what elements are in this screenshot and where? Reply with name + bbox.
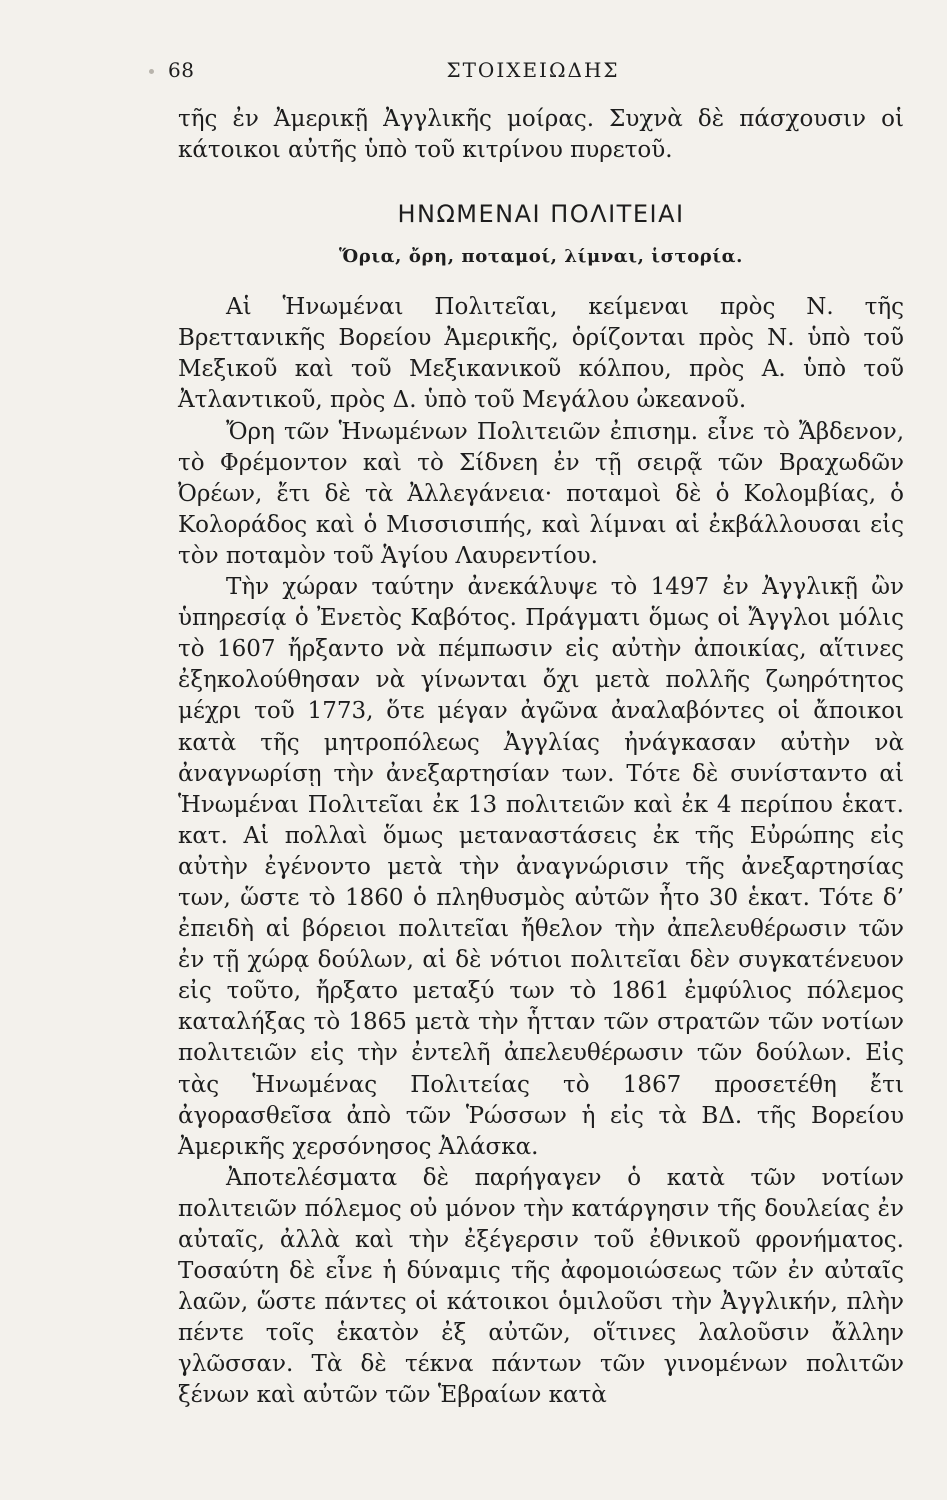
paragraph-mountains-rivers: Ὄρη τῶν Ἡνωμένων Πολιτειῶν ἐπισημ. εἶνε τὸ Ἄβδενον, τὸ Φρέμοντον καὶ τὸ Σίδνεη ἐν τῇ σειρᾷ τῶν Βραχωδῶν Ὀρέων, ἔτι δὲ τὰ Ἀλλεγάνεια· ποταμοὶ δὲ ὁ Κολομβίας, ὁ Κολοράδος καὶ ὁ Μισσισιπής, καὶ λίμναι αἱ ἐκβάλλουσαι εἰς τὸν ποταμὸν τοῦ Ἁγίου Λαυρεντίου. xyxy=(178,418,904,569)
margin-mark xyxy=(149,69,154,74)
page-number: 68 xyxy=(168,58,195,82)
page-header xyxy=(168,58,898,90)
paragraph-borders: Αἱ Ἡνωμέναι Πολιτεῖαι, κείμεναι πρὸς Ν. τῆς Βρεττανικῆς Βορείου Ἀμερικῆς, ὁρίζονται πρὸς Ν. ὑπὸ τοῦ Μεξικοῦ καὶ τοῦ Μεξικανικοῦ κόλπου, πρὸς Α. ὑπὸ τοῦ Ἀτλαντικοῦ, πρὸς Δ. ὑπὸ τοῦ Μεγάλου ὠκεανοῦ. xyxy=(178,294,904,414)
paragraph-history: Τὴν χώραν ταύτην ἀνεκάλυψε τὸ 1497 ἐν Ἀγγλικῇ ὢν ὑπηρεσίᾳ ὁ Ἐνετὸς Καβότος. Πράγματι ὅμως οἱ Ἄγγλοι μόλις τὸ 1607 ἤρξαντο νὰ πέμπωσιν εἰς αὐτὴν ἀποικίας, αἵτινες ἐξηκολούθησαν νὰ γίνωνται ὄχι μετὰ πολλῆς ζωηρότητος μέχρι τοῦ 1773, ὅτε μέγαν ἀγῶνα ἀναλαβόντες οἱ ἄποικοι κατὰ τῆς μητροπόλεως Ἀγγλίας ἠνάγκασαν αὐτὴν νὰ ἀναγνωρίσῃ τὴν ἀνεξαρτησίαν των. Τότε δὲ συνίσταντο αἱ Ἡνωμέναι Πολιτεῖαι ἐκ 13 πολιτειῶν καὶ ἐκ 4 περίπου ἑκατ. κατ. Αἱ πολλαὶ ὅμως μεταναστάσεις ἐκ τῆς Εὐρώπης εἰς αὐτὴν ἐγένοντο μετὰ τὴν ἀναγνώρισιν τῆς ἀνεξαρτησίας των, ὥστε τὸ 1860 ὁ πληθυσμὸς αὐτῶν ἦτο 30 ἑκατ. Τότε δ’ ἐπειδὴ αἱ βόρειοι πολιτεῖαι ἤθελον τὴν ἀπελευθέρωσιν τῶν ἐν τῇ χώρᾳ δούλων, αἱ δὲ νότιοι πολιτεῖαι δὲν συγκατένευον εἰς τοῦτο, ἤρξατο μεταξύ των τὸ 1861 ἐμφύλιος πόλεμος καταλήξας τὸ 1865 μετὰ τὴν ἧτταν τῶν στρατῶν τῶν νοτίων πολιτειῶν εἰς τὴν ἐντελῆ ἀπελευθέρωσιν τῶν δούλων. Εἰς τὰς Ἡνωμένας Πολιτείας τὸ 1867 προσετέθη ἔτι ἀγορασθεῖσα ἀπὸ τῶν Ῥώσσων ἡ εἰς τὰ ΒΔ. τῆς Βορείου Ἀμερικῆς χερσόνησος Ἀλάσκα. xyxy=(178,574,904,1160)
intro-paragraph: τῆς ἐν Ἀμερικῇ Ἀγγλικῆς μοίρας. Συχνὰ δὲ πάσχουσιν οἱ κάτοικοι αὐτῆς ὑπὸ τοῦ κιτρίνου πυρετοῦ. xyxy=(178,106,904,164)
paragraph-results: Ἀποτελέσματα δὲ παρήγαγεν ὁ κατὰ τῶν νοτίων πολιτειῶν πόλεμος οὐ μόνον τὴν κατάργησιν τῆς δουλείας ἐν αὐταῖς, ἀλλὰ καὶ τὴν ἐξέγερσιν τοῦ ἐθνικοῦ φρονήματος. Τοσαύτη δὲ εἶνε ἡ δύναμις τῆς ἀφομοιώσεως τῶν ἐν αὐταῖς λαῶν, ὥστε πάντες οἱ κάτοικοι ὁμιλοῦσι τὴν Ἀγγλικήν, πλὴν πέντε τοῖς ἑκατὸν ἐξ αὐτῶν, οἵτινες λαλοῦσιν ἄλλην γλῶσσαν. Τὰ δὲ τέκνα πάντων τῶν γινομένων πολιτῶν ξένων καὶ αὐτῶν τῶν Ἑβραίων κατὰ xyxy=(178,1164,904,1409)
section-title: ΗΝΩΜΕΝΑΙ ΠΟΛΙΤΕΙΑΙ xyxy=(397,200,685,229)
page-body xyxy=(178,104,904,1412)
section-subtitle: Ὅρια, ὄρη, ποταμοί, λίμναι, ἱστορία. xyxy=(338,246,743,268)
running-title: ΣΤΟΙΧΕΙΩΔΗΣ xyxy=(446,58,620,82)
